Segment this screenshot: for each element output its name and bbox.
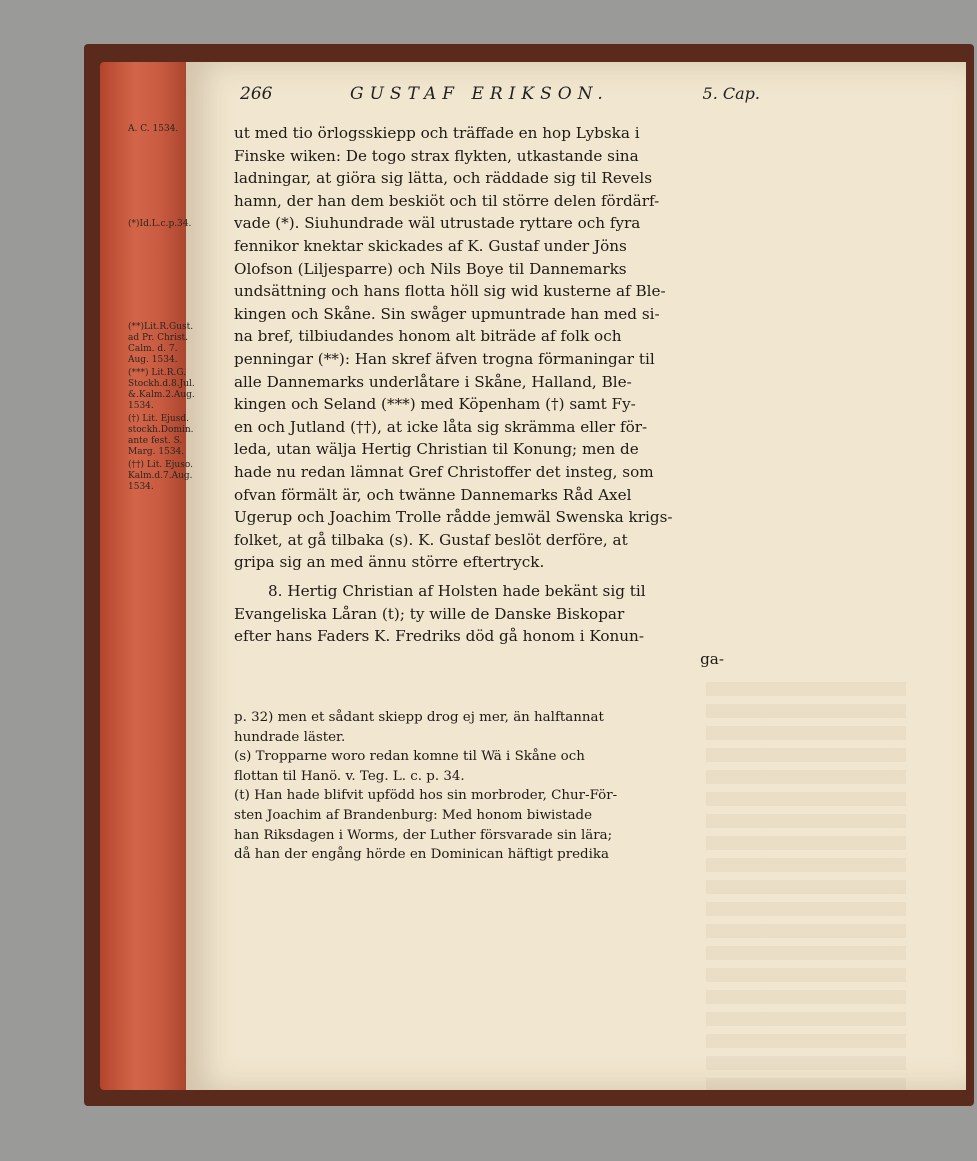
text-line: hade nu redan lämnat Gref Christoffer det insteg, som bbox=[234, 462, 654, 481]
text-line: folket, at gå tilbaka (s). K. Gustaf beslöt derföre, at bbox=[234, 530, 628, 549]
margin-note: (***) Lit.R.G. Stockh.d.8.Jul. &.Kalm.2.Aug. 1534. bbox=[128, 368, 195, 411]
text-line: han Riksdagen i Worms, der Luther försvarade sin lära; bbox=[234, 827, 613, 843]
text-line: en och Jutland (††), at icke låta sig skrämma eller för- bbox=[234, 417, 648, 436]
page-number: 266 bbox=[240, 84, 273, 104]
text-line: Evangeliska Låran (t); ty wille de Danske Biskopar bbox=[234, 604, 625, 623]
margin-note: (††) Lit. Ejuso. Kalm.d.7.Aug. 1534. bbox=[128, 460, 193, 492]
text-line: ladningar, at giöra sig lätta, och räddade sig til Revels bbox=[234, 169, 653, 188]
text-line: sten Joachim af Brandenburg: Med honom biwistade bbox=[234, 807, 593, 823]
text-line: ut med tio örlogsskiepp och träffade en hop Lybska i bbox=[234, 124, 640, 142]
margin-note: (**)Lit.R.Gust. ad Pr. Christ. Calm. d. 7. Aug. 1534. bbox=[128, 322, 194, 365]
text-line: leda, utan wälja Hertig Christian til Konung; men de bbox=[234, 440, 639, 459]
text-line: kingen och Skåne. Sin swåger upmuntrade han med si- bbox=[234, 304, 660, 323]
margin-note: (†) Lit. Ejusd. stockh.Domin. ante fest. S. Marg. 1534. bbox=[128, 414, 194, 457]
show-through-text bbox=[706, 682, 906, 1090]
running-title: GUSTAF ERIKSON. bbox=[350, 84, 609, 104]
text-line: penningar (**): Han skref äfven trogna förmaningar til bbox=[234, 349, 655, 368]
text-line: Ugerup och Joachim Trolle rådde jemwäl Swenska krigs- bbox=[234, 508, 673, 527]
margin-notes bbox=[128, 124, 232, 499]
text-line: na bref, tilbiudandes honom alt biträde af folk och bbox=[234, 327, 622, 346]
paragraph-8 bbox=[234, 580, 724, 670]
text-line: Olofson (Liljesparre) och Nils Boye til Dannemarks bbox=[234, 259, 627, 278]
text-line: flottan til Hanö. v. Teg. L. c. p. 34. bbox=[234, 768, 465, 784]
text-line: ofvan förmält är, och twänne Dannemarks Råd Axel bbox=[234, 485, 632, 504]
text-line: gripa sig an med ännu större eftertryck. bbox=[234, 553, 545, 572]
text-line: ga- bbox=[700, 649, 724, 668]
margin-note: A. C. 1534. bbox=[128, 124, 179, 134]
chapter-label: 5. Cap. bbox=[702, 84, 760, 103]
page-header bbox=[240, 84, 760, 110]
text-line: efter hans Faders K. Fredriks död gå honom i Konun- bbox=[234, 627, 644, 646]
text-line: hamn, der han dem beskiöt och til större delen fördärf- bbox=[234, 191, 660, 210]
text-line: vade (*). Siuhundrade wäl utrustade ryttare och fyra bbox=[234, 214, 641, 233]
footnotes bbox=[234, 708, 724, 865]
text-line: (s) Tropparne woro redan komne til Wä i Skåne och bbox=[234, 749, 585, 765]
text-line: då han der engång hörde en Dominican häftigt predika bbox=[234, 847, 609, 863]
text-line: fennikor knektar skickades af K. Gustaf under Jöns bbox=[234, 236, 627, 255]
text-line: p. 32) men et sådant skiepp drog ej mer, än halftannat bbox=[234, 710, 604, 725]
text-line: undsättning och hans flotta höll sig wid kusterne af Ble- bbox=[234, 282, 666, 301]
text-line: Finske wiken: De togo strax flykten, utkastande sina bbox=[234, 146, 639, 165]
text-line: hundrade läster. bbox=[234, 729, 346, 745]
text-line: 8. Hertig Christian af Holsten hade bekänt sig til bbox=[268, 582, 646, 600]
text-line: alle Dannemarks underlåtare i Skåne, Halland, Ble- bbox=[234, 372, 632, 391]
margin-note: (*)Id.L.c.p.34. bbox=[128, 219, 192, 229]
main-text bbox=[234, 122, 724, 574]
text-line: (t) Han hade blifvit upfödd hos sin morbroder, Chur-För- bbox=[234, 788, 618, 804]
text-line: kingen och Seland (***) med Köpenham (†) samt Fy- bbox=[234, 395, 636, 414]
